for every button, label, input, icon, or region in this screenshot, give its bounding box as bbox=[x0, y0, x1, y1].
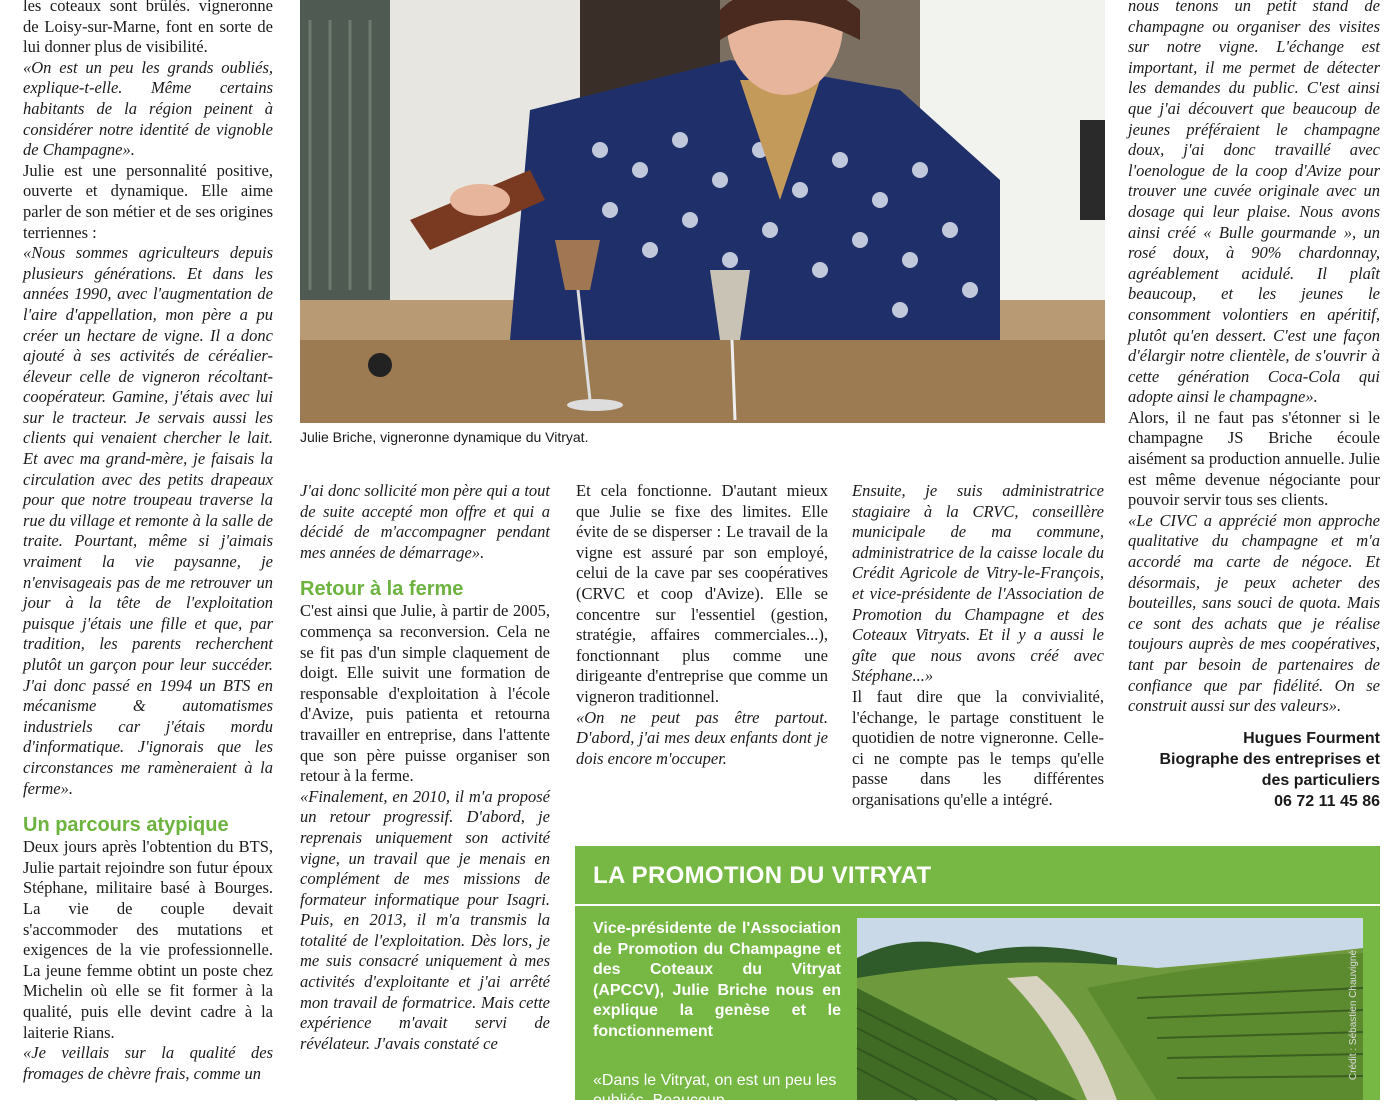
quote-sollicite: J'ai donc sollicité mon père qui a tout de suite accepté mon offre et qui a décidé de m'accompagner pendant mes années de démarrage». bbox=[300, 481, 550, 562]
quote-origins: «Nous sommes agriculteurs depuis plusieurs générations. Et dans les années 1990, avec l'augmentation de l'aire d'appellation, mon père a pu créer un hectare de vigne. Il a donc ajouté à ses activités de céréalier-éleveur celle de vigneron récoltant-coopérateur. Gamine, j'étais avec lui sur le tracteur. Je servais aussi les clients qui venaient chercher le lait. Et avec ma grand-mère, je faisais la circulation avec des petits drapeaux pour que notre troupeau traverse la rue du village et remonte à la salle de traite. Pourtant, même si j'aimais vraiment la vie paysanne, je n'envisageais pas de me retrouver un jour à la tête de l'exploitation puisque j'étais une fille et que, par tradition, les parents recherchent plutôt un garçon pour leur succéder. J'ai donc passé en 1994 un BTS en mécanisme & automatismes industriels car j'étais mordu d'informatique. J'ignorais que les circonstances me ramèneraient à la ferme». bbox=[23, 243, 273, 798]
author-name: Hugues Fourment bbox=[1243, 730, 1380, 747]
paragraph-convivialite: Il faut dire que la convivialité, l'échange, le partage constituent le quotidien de notre vigneronne. Celle-ci ne compte pas le temps qu'elle passe dans les différentes organisations qu'elle a intégré. bbox=[852, 686, 1104, 809]
photo-credit: Crédit : Sébastien Chauvigné bbox=[1348, 949, 1359, 1080]
paragraph-reconversion: C'est ainsi que Julie, à partir de 2005, commença sa reconversion. Cela ne se fit pas d'un simple claquement de doigt. Elle suivit une formation de responsable d'exploitation à l'école d'Avize, puis patienta et retourna travailler en entreprise, dans l'attente que son père puisse organiser son retour à la ferme. bbox=[300, 601, 550, 786]
article-column-1 bbox=[23, 0, 273, 1084]
vineyard-photo bbox=[857, 918, 1363, 1100]
article-column-3 bbox=[576, 481, 828, 769]
quote-partout: «On ne peut pas être partout. D'abord, j'ai mes deux enfants dont je dois encore m'occuper. bbox=[576, 707, 828, 768]
quote-civc: «Le CIVC a apprécié mon approche qualitative du champagne et m'a accordé ma carte de négoce. Et désormais, je peux acheter des bouteilles, sans souci de quota. Mais ce sont des achats que je réalise toujours auprès de mes coopératives, tant par besoin de partenaires de confiance que par fidélité. On se construit aussi sur des valeurs». bbox=[1128, 510, 1380, 716]
quote-finalement: «Finalement, en 2010, il m'a proposé un retour progressif. D'abord, je reprenais uniquement son activité vigne, un travail que je menais en complément de mes missions de formateur informatique pour Isagri. Puis, en 2013, il m'a transmis la totalité de l'exploitation. Dès lors, je me suis consacré uniquement à mes activités d'exploitante et j'ai arrêté mon travail de formatrice. Mais cette expérience m'avait servi de révélateur. J'avais constaté ce bbox=[300, 786, 550, 1053]
paragraph-negociante: Alors, il ne faut pas s'étonner si le champagne JS Briche écoule aisément sa production annuelle. Julie est même devenue négociante pour pouvoir servir tous ses clients. bbox=[1128, 407, 1380, 510]
subhead-retour: Retour à la ferme bbox=[300, 578, 464, 601]
woman-pouring-champagne-image bbox=[300, 0, 1105, 423]
article-column-4 bbox=[852, 481, 1104, 811]
quote-fromages: «Je veillais sur la qualité des fromages de chèvre frais, comme un bbox=[23, 1043, 273, 1083]
paragraph-bts: Deux jours après l'obtention du BTS, Julie partait rejoindre son futur époux Stéphane, militaire basé à Bourges. La vie de couple devait s'accommoder des mutations et exigences de la vie professionnelle. La jeune femme obtint un poste chez Michelin où elle se fit former à la qualité, puis elle devint cadre à la laiterie Rians. bbox=[23, 837, 273, 1042]
box-lead: Vice-présidente de l'Association de Promotion du Champagne et des Coteaux du Vitryat (APCCV), Julie Briche nous en explique la genèse et le fonctionnement bbox=[593, 920, 841, 1040]
author-signature bbox=[1130, 728, 1380, 812]
subhead-parcours: Un parcours atypique bbox=[23, 814, 229, 837]
article-column-2 bbox=[300, 481, 550, 1054]
quote-administratrice: Ensuite, je suis administratrice stagiaire à la CRVC, conseillère municipale de ma commune, administratrice de la caisse locale du Crédit Agricole de Vitry-le-François, et vice-présidente de l'Association de Promotion du Champagne et des Coteaux Vitryats. Et il y a aussi le gîte que nous avons créé avec Stéphane...» bbox=[852, 481, 1104, 686]
author-role: Biographe des entreprises et des particuliers bbox=[1159, 751, 1380, 789]
quote-echange: nous tenons un petit stand de champagne ou organiser des visites sur notre vigne. L'échange est important, il me permet de détecter les demandes du public. C'est ainsi que j'ai découvert que beaucoup de jeunes préféraient le champagne doux, j'ai donc travaillé avec l'oenologue de la coop d'Avize pour trouver une cuvée originale avec un dosage qui leur plaise. Nous avons ainsi créé « Bulle gourmande », un rosé doux, à 90% chardonnay, agréablement acidulé. Il plaît beaucoup, et les jeunes le consomment volontiers en apéritif, plutôt qu'en dessert. C'est une façon d'élargir notre clientèle, de s'ouvrir à cette génération Coca-Cola qui adopte ainsi le champagne». bbox=[1128, 0, 1380, 407]
main-photo bbox=[300, 0, 1105, 423]
box-quote: «Dans le Vitryat, on est un peu les oubliés. Beaucoup bbox=[593, 1072, 837, 1109]
article-column-5 bbox=[1128, 0, 1380, 717]
paragraph-fonctionne: Et cela fonctionne. D'autant mieux que Julie se fixe des limites. Elle évite de se disperser : Le travail de la vigne est assuré par son employé, celui de la cave par ses coopératives (CRVC et coop d'Avize). Elle se concentre sur l'essentiel (gestion, stratégie, affaires commerciales...), fonctionnant plus comme une dirigeante d'entreprise que comme un vigneron traditionnel. bbox=[576, 481, 828, 706]
quote-forgotten: «On est un peu les grands oubliés, explique-t-elle. Même certains habitants de la région peinent à considérer notre identité de vignoble de Champagne». bbox=[23, 57, 273, 160]
promotion-box bbox=[575, 846, 1380, 1109]
paragraph-personality: Julie est une personnalité positive, ouverte et dynamique. Elle aime parler de son métier et de ses origines terriennes : bbox=[23, 160, 273, 242]
box-title: LA PROMOTION DU VITRYAT bbox=[593, 862, 932, 889]
author-phone: 06 72 11 45 86 bbox=[1274, 793, 1380, 810]
photo-caption: Julie Briche, vigneronne dynamique du Vitryat. bbox=[300, 429, 589, 445]
intro-text: les coteaux sont brûlés. vigneronne de Loisy-sur-Marne, font en sorte de lui donner plus de visibilité. bbox=[23, 0, 273, 57]
box-divider bbox=[575, 904, 1380, 906]
vineyard-image bbox=[857, 918, 1363, 1100]
